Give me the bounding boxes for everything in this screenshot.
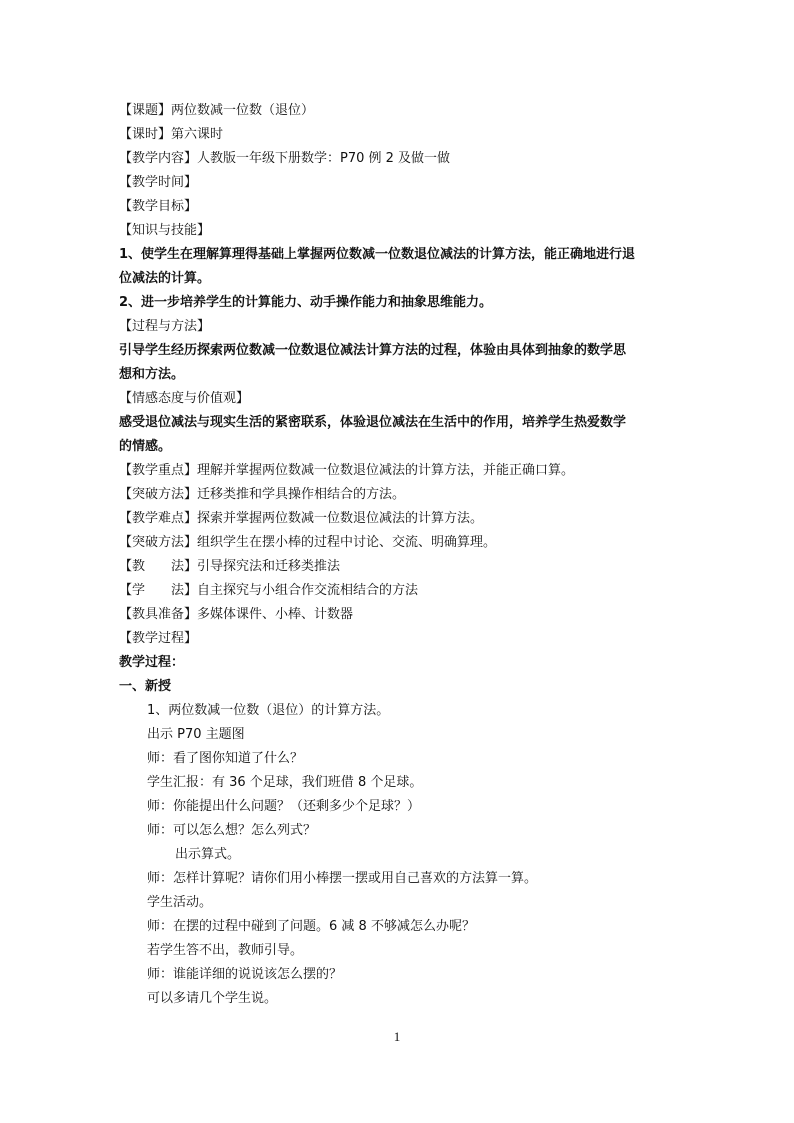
attitude-values-line-1: 感受退位减法与现实生活的紧密联系，体验退位减法在生活中的作用，培养学生热爱数学 bbox=[119, 415, 627, 430]
knowledge-skills-heading: 【知识与技能】 bbox=[119, 223, 211, 238]
lesson-period: 【课时】第六课时 bbox=[119, 127, 224, 142]
breakthrough-method-2: 【突破方法】组织学生在摆小棒的过程中讨论、交流、明确算理。 bbox=[119, 535, 497, 550]
process-method-heading: 【过程与方法】 bbox=[119, 319, 211, 334]
process-method-line-2: 想和方法。 bbox=[119, 367, 185, 382]
lesson-goals-heading: 【教学目标】 bbox=[119, 199, 198, 214]
teaching-process-heading: 【教学过程】 bbox=[119, 631, 198, 646]
multiple-students-note: 可以多请几个学生说。 bbox=[147, 991, 278, 1006]
learning-method: 【学 法】自主探究与小组合作交流相结合的方法 bbox=[119, 583, 419, 598]
attitude-values-line-2: 的情感。 bbox=[119, 439, 172, 454]
page-number: 1 bbox=[393, 1029, 401, 1044]
show-formula: 出示算式。 bbox=[175, 847, 241, 862]
teaching-aids: 【教具准备】多媒体课件、小棒、计数器 bbox=[119, 607, 354, 622]
goal-2: 2、进一步培养学生的计算能力、动手操作能力和抽象思维能力。 bbox=[119, 295, 493, 310]
show-theme-picture: 出示 P70 主题图 bbox=[147, 727, 245, 742]
teacher-question-5: 师：在摆的过程中碰到了问题。6 减 8 不够减怎么办呢？ bbox=[147, 919, 475, 934]
breakthrough-method-1: 【突破方法】迁移类推和学具操作相结合的方法。 bbox=[119, 487, 406, 502]
process-method-line-1: 引导学生经历探索两位数减一位数退位减法计算方法的过程，体验由具体到抽象的数学思 bbox=[119, 343, 627, 358]
student-report: 学生汇报：有 36 个足球，我们班借 8 个足球。 bbox=[147, 775, 423, 790]
key-point: 【教学重点】理解并掌握两位数减一位数退位减法的计算方法，并能正确口算。 bbox=[119, 463, 575, 478]
lesson-time: 【教学时间】 bbox=[119, 175, 198, 190]
student-activity: 学生活动。 bbox=[147, 895, 213, 910]
section-new-lesson: 一、新授 bbox=[119, 679, 172, 694]
teacher-question-4: 师：怎样计算呢？请你们用小棒摆一摆或用自己喜欢的方法算一算。 bbox=[147, 871, 538, 886]
goal-1-line-1: 1、使学生在理解算理得基础上掌握两位数减一位数退位减法的计算方法，能正确地进行退 bbox=[119, 247, 636, 262]
difficult-point: 【教学难点】探索并掌握两位数减一位数退位减法的计算方法。 bbox=[119, 511, 484, 526]
teacher-question-6: 师：谁能详细的说说该怎么摆的？ bbox=[147, 967, 343, 982]
lesson-topic: 【课题】两位数减一位数（退位） bbox=[119, 103, 315, 118]
step-1-title: 1、两位数减一位数（退位）的计算方法。 bbox=[147, 703, 390, 718]
goal-1-line-2: 位减法的计算。 bbox=[119, 271, 211, 286]
teaching-method: 【教 法】引导探究法和迁移类推法 bbox=[119, 559, 341, 574]
attitude-values-heading: 【情感态度与价值观】 bbox=[119, 391, 250, 406]
teacher-guidance-note: 若学生答不出，教师引导。 bbox=[147, 943, 304, 958]
lesson-content: 【教学内容】人教版一年级下册数学：P70 例 2 及做一做 bbox=[119, 151, 451, 166]
teacher-question-3: 师：可以怎么想？怎么列式？ bbox=[147, 823, 317, 838]
teaching-process-label: 教学过程： bbox=[119, 655, 185, 670]
teacher-question-2: 师：你能提出什么问题？（还剩多少个足球？） bbox=[147, 799, 421, 814]
teacher-question-1: 师：看了图你知道了什么？ bbox=[147, 751, 304, 766]
